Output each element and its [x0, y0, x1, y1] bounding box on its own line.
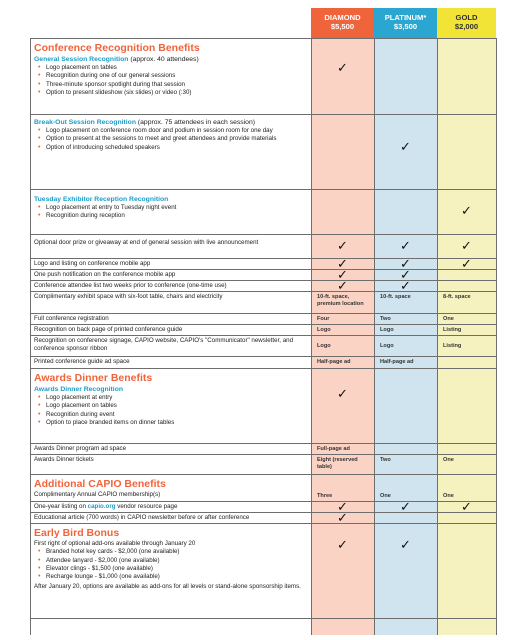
list-item: • Option to place branded items on dinner tables — [34, 419, 308, 427]
registration-gold-value: One — [443, 316, 454, 322]
section-title-conference: Conference Recognition Benefits — [34, 42, 200, 54]
check-icon: ✓ — [337, 60, 348, 75]
diamond-label: DIAMOND — [324, 13, 361, 22]
row-label: Complimentary Annual CAPIO membership(s) — [34, 491, 161, 498]
list-item: • Logo placement at entry to Tuesday night event — [34, 204, 308, 212]
row-label: One push notification on the conference mobile app — [34, 271, 176, 278]
list-item: • Logo placement at entry — [34, 394, 308, 402]
bullet-list — [34, 394, 308, 427]
signage-gold-value: Listing — [443, 343, 462, 349]
tickets-gold-value: One — [443, 457, 454, 463]
section-title-early-bird: Early Bird Bonus — [34, 527, 120, 539]
table-row — [30, 501, 496, 512]
gold-column-header — [437, 8, 496, 38]
check-icon: ✓ — [337, 238, 348, 253]
capio-membership-cell — [30, 475, 308, 499]
row-label: Conference attendee list two weeks prior to conference (one-time use) — [34, 282, 227, 289]
table-row — [30, 443, 496, 454]
row-label: Awards Dinner program ad space — [34, 445, 127, 452]
subsection-heading: Tuesday Exhibitor Reception Recognition — [34, 196, 169, 203]
back-page-diamond-value: Logo — [317, 327, 331, 333]
table-left-edge — [30, 38, 31, 635]
table-row — [30, 234, 496, 258]
list-item: • Branded hotel key cards - $2,000 (one available) — [34, 548, 308, 556]
platinum-label: PLATINUM* — [384, 13, 427, 22]
table-row — [30, 313, 496, 324]
table-row — [30, 368, 496, 443]
check-icon: ✓ — [400, 278, 411, 293]
early-bird-intro: First right of optional add-ons available through January 20 — [34, 540, 196, 547]
tickets-platinum-value: Two — [380, 457, 391, 463]
program-ad-diamond-value: Full-page ad — [317, 446, 350, 452]
check-icon: ✓ — [337, 510, 348, 525]
membership-gold-value: One — [443, 493, 454, 499]
check-icon: ✓ — [337, 267, 348, 282]
bullet-list — [34, 548, 308, 581]
early-bird-cell — [30, 524, 308, 592]
check-icon: ✓ — [400, 238, 411, 253]
platinum-column-header — [374, 8, 437, 38]
table-row — [30, 335, 496, 356]
list-item: • Logo placement on conference room door and podium in session room for one day — [34, 127, 308, 135]
benefits-table — [30, 38, 496, 619]
signage-platinum-value: Logo — [380, 343, 394, 349]
check-icon: ✓ — [461, 256, 472, 271]
check-icon: ✓ — [337, 537, 348, 552]
back-page-platinum-value: Logo — [380, 327, 394, 333]
exhibit-diamond-value: 10-ft. space, premium location — [317, 294, 364, 307]
list-item: • Option to present slideshow (six slides) or video (:30) — [34, 89, 308, 97]
guide-ad-diamond-value: Half-page ad — [317, 359, 351, 365]
platinum-price: $3,500 — [393, 22, 418, 31]
back-page-gold-value: Listing — [443, 327, 462, 333]
check-icon: ✓ — [400, 256, 411, 271]
bullet-list — [34, 64, 308, 97]
registration-diamond-value: Four — [317, 316, 330, 322]
list-item: • Logo placement on tables — [34, 64, 308, 72]
breakout-session-cell — [30, 115, 308, 152]
bullet-list — [34, 127, 308, 152]
column-divider — [311, 38, 312, 635]
exhibit-platinum-value: 10-ft. space — [380, 294, 411, 300]
check-icon: ✓ — [400, 267, 411, 282]
row-label: One-year listing on capio.org vendor resource page — [34, 503, 178, 510]
list-item: • Recognition during reception — [34, 212, 308, 220]
row-label: Full conference registration — [34, 315, 109, 322]
column-divider — [374, 38, 375, 635]
check-icon: ✓ — [461, 238, 472, 253]
check-icon: ✓ — [337, 278, 348, 293]
list-item: • Logo placement on tables — [34, 402, 308, 410]
check-icon: ✓ — [400, 139, 411, 154]
bullet-list — [34, 204, 308, 221]
list-item: • Three-minute sponsor spotlight during that session — [34, 81, 308, 89]
check-icon: ✓ — [400, 537, 411, 552]
signage-diamond-value: Logo — [317, 343, 331, 349]
check-icon: ✓ — [461, 203, 472, 218]
list-item: • Recharge lounge - $1,000 (one available) — [34, 573, 308, 581]
list-item: • Recognition during one of our general sessions — [34, 72, 308, 80]
subsection-heading: Awards Dinner Recognition — [34, 386, 124, 393]
column-divider — [437, 38, 438, 635]
check-icon: ✓ — [461, 499, 472, 514]
tickets-diamond-value: Eight (reserved table) — [317, 457, 358, 470]
list-item: • Option to present at the sessions to meet and greet attendees and provide materials — [34, 135, 308, 143]
check-icon: ✓ — [337, 499, 348, 514]
membership-platinum-value: One — [380, 493, 391, 499]
general-session-cell — [30, 39, 308, 97]
list-item: • Recognition during event — [34, 411, 308, 419]
diamond-column-header — [311, 8, 374, 38]
list-item: • Elevator clings - $1,500 (one available) — [34, 565, 308, 573]
table-row — [30, 356, 496, 368]
tuesday-reception-cell — [30, 190, 308, 221]
check-icon: ✓ — [337, 386, 348, 401]
subsection-heading: General Session Recognition (approx. 40 attendees) — [34, 56, 199, 63]
row-label: Printed conference guide ad space — [34, 358, 130, 365]
row-label: Recognition on conference signage, CAPIO website, CAPIO's "Communicator" newsletter, and conference sponsor ribbon — [34, 337, 294, 353]
check-icon: ✓ — [337, 256, 348, 271]
capio-link[interactable]: capio.org — [87, 503, 116, 510]
table-row — [30, 324, 496, 335]
early-bird-note: After January 20, options are available as add-ons for all levels or stand-alone sponsorship items. — [34, 583, 301, 591]
row-label: Logo and listing on conference mobile app — [34, 260, 151, 267]
subsection-heading: Break-Out Session Recognition (approx. 75 attendees in each session) — [34, 119, 256, 126]
row-label: Complimentary exhibit space with six-foot table, chairs and electricity — [34, 293, 223, 300]
row-label: Awards Dinner tickets — [34, 456, 94, 463]
table-row — [30, 474, 496, 501]
gold-label: GOLD — [455, 13, 478, 22]
guide-ad-platinum-value: Half-page ad — [380, 359, 414, 365]
row-label: Recognition on back page of printed conference guide — [34, 326, 183, 333]
section-title-capio: Additional CAPIO Benefits — [34, 478, 166, 490]
section-title-awards: Awards Dinner Benefits — [34, 372, 153, 384]
table-row — [30, 114, 496, 189]
table-row — [30, 291, 496, 313]
list-item: • Attendee lanyard - $2,000 (one available) — [34, 557, 308, 565]
check-icon: ✓ — [400, 499, 411, 514]
table-row — [30, 189, 496, 234]
membership-diamond-value: Three — [317, 493, 333, 499]
row-label: Optional door prize or giveaway at end of general session with live announcement — [34, 239, 259, 246]
list-item: • Option of introducing scheduled speakers — [34, 144, 308, 152]
table-row — [30, 280, 496, 291]
row-label: Educational article (700 words) in CAPIO newsletter before or after conference — [34, 514, 250, 521]
table-row — [30, 523, 496, 619]
awards-dinner-cell — [30, 369, 308, 427]
column-divider — [496, 38, 497, 635]
table-row — [30, 512, 496, 523]
table-row — [30, 454, 496, 474]
table-row — [30, 38, 496, 114]
exhibit-gold-value: 8-ft. space — [443, 294, 471, 300]
diamond-price: $5,500 — [330, 22, 355, 31]
registration-platinum-value: Two — [380, 316, 391, 322]
gold-price: $2,000 — [454, 22, 479, 31]
